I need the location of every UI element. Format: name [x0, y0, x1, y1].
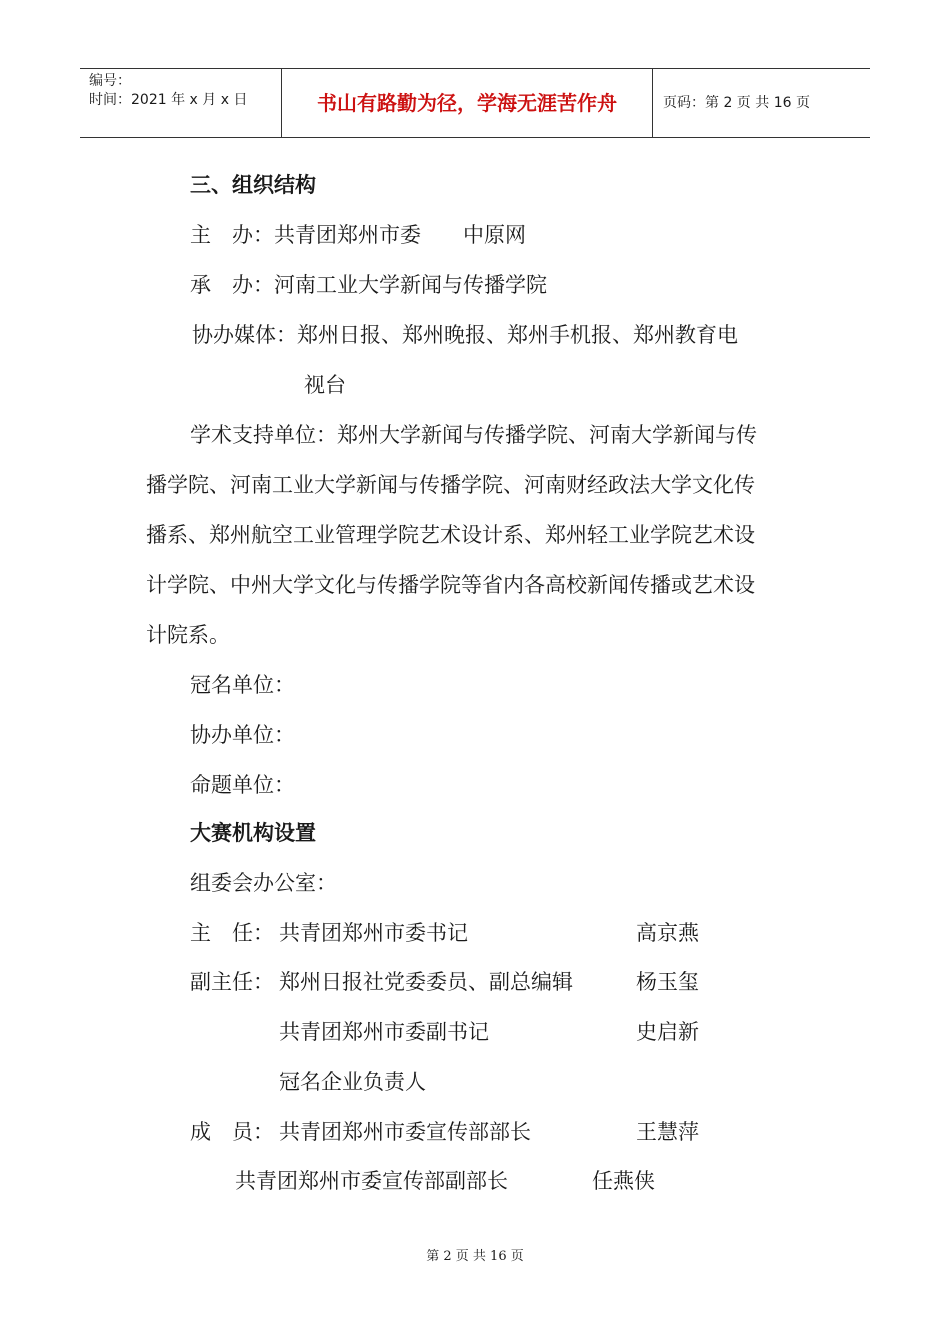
member2-name: 任燕侠 [592, 1169, 655, 1193]
member1-role: 共青团郑州市委宣传部部长 [279, 1120, 531, 1144]
host-value: 共青团郑州市委 中原网 [274, 223, 526, 247]
undertake-label: 承 办： [190, 273, 274, 297]
co-organizer-label: 协办单位： [190, 723, 295, 747]
media-line-2: 视台 [304, 373, 346, 397]
academic-line-2: 播学院、河南工业大学新闻与传播学院、河南财经政法大学文化传 [146, 473, 755, 497]
header-meta [80, 69, 281, 137]
deputy2-name: 史启新 [636, 1020, 699, 1044]
header-time: 时间：2021 年 x 月 x 日 [89, 92, 248, 108]
academic-line-3: 播系、郑州航空工业管理学院艺术设计系、郑州轻工业学院艺术设 [146, 523, 755, 547]
committee-heading: 大赛机构设置 [190, 821, 316, 845]
academic-line-4: 计学院、中州大学文化与传播学院等省内各高校新闻传播或艺术设 [146, 573, 755, 597]
media-line-1: 协办媒体：郑州日报、郑州晚报、郑州手机报、郑州教育电 [192, 323, 738, 347]
director-role: 共青团郑州市委书记 [279, 921, 468, 945]
deputy2-role: 共青团郑州市委副书记 [279, 1020, 489, 1044]
deputy-label: 副主任： [190, 970, 274, 994]
undertake-value: 河南工业大学新闻与传播学院 [274, 273, 547, 297]
undertake-line [190, 270, 547, 300]
proposition-label: 命题单位： [190, 773, 295, 797]
director-name: 高京燕 [636, 921, 699, 945]
deputy3-role: 冠名企业负责人 [279, 1070, 426, 1094]
page-footer: 第 2 页 共 16 页 [426, 1249, 524, 1264]
academic-line-5: 计院系。 [146, 623, 230, 647]
member-label: 成 员： [190, 1120, 274, 1144]
header-page-info: 页码：第 2 页 共 16 页 [663, 95, 810, 111]
deputy1-name: 杨玉玺 [636, 970, 699, 994]
member1-name: 王慧萍 [636, 1120, 699, 1144]
academic-line-1: 学术支持单位：郑州大学新闻与传播学院、河南大学新闻与传 [190, 423, 757, 447]
member2-role: 共青团郑州市委宣传部副部长 [235, 1169, 508, 1193]
host-label: 主 办： [190, 223, 274, 247]
deputy1-role: 郑州日报社党委委员、副总编辑 [279, 970, 573, 994]
title-sponsor-label: 冠名单位： [190, 673, 295, 697]
committee-office: 组委会办公室： [190, 871, 337, 895]
page-header [80, 68, 870, 138]
host-line [190, 220, 526, 250]
header-motto: 书山有路勤为径，学海无涯苦作舟 [281, 69, 653, 137]
section-title: 三、组织结构 [190, 173, 316, 197]
director-label: 主 任： [190, 921, 274, 945]
header-number: 编号： [89, 73, 131, 89]
